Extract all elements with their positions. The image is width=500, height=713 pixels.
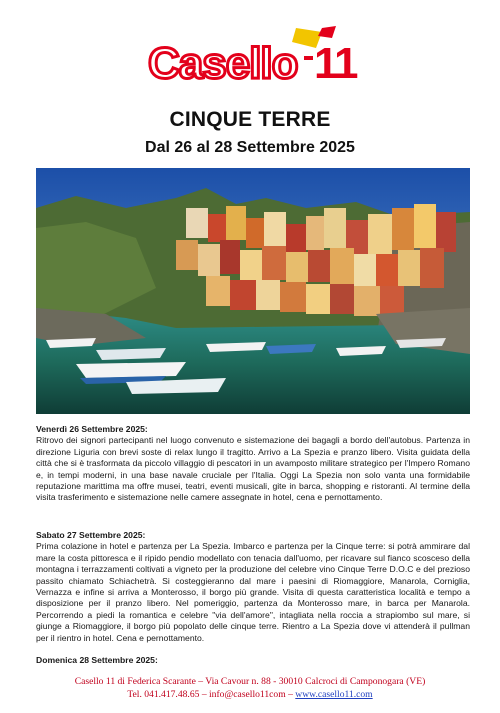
- itinerary-day-3: [36, 655, 470, 666]
- day-2-description: Prima colazione in hotel e partenza per La Spezia. Imbarco e partenza per la Cinque terre: si potrà ammirare dal mare la costa pittoresca e il ripido pendio modellato con tenacia dall'uomo, per ricavare sul fianco scosceso della montagna i terrazzamenti coltivati a vigneto per la produzione del celebre vino Cinque Terre D.O.C e del prezioso passito chiamato Schiachetrà. Si costeggieranno dal mare i paesini di Riomaggiore, Manarola, Corniglia, Vernazza e infine si arriva a Monterosso, il borgo più grande. Visita di questa caratteristica località e tempo a disposizione per il pranzo libero. Nel pomeriggio, partenza da Monterosso mare, in barca per Manarola. Percorrendo a piedi la romantica e celebre "via dell'amore", intagliata nella roccia a strapiombo sul mare, si giunge a Riomaggiore, il borgo più popolato delle cinque terre. Rientro a La Spezia dove vi attenderà il pullman per il rientro in hotel. Cena e pernottamento.: [36, 541, 470, 643]
- page-title: CINQUE TERRE: [169, 108, 331, 131]
- itinerary-day-1: [36, 424, 470, 504]
- itinerary-day-2: [36, 530, 470, 644]
- day-1-heading: Venerdì 26 Settembre 2025:: [36, 424, 148, 434]
- trip-dates: Dal 26 al 28 Settembre 2025: [145, 139, 355, 156]
- day-3-heading: Domenica 28 Settembre 2025:: [36, 655, 158, 665]
- website-link[interactable]: www.casello11.com: [295, 688, 373, 700]
- footer-address: Casello 11 di Federica Scarante – Via Cavour n. 88 - 30010 Calcroci di Camponogara (VE): [74, 676, 426, 687]
- footer: [0, 676, 500, 701]
- casello11-logo: [146, 26, 362, 84]
- svg-text:11: 11: [314, 39, 357, 84]
- cinque-terre-photo: [36, 168, 470, 414]
- footer-contacts: [0, 689, 500, 702]
- day-2-heading: Sabato 27 Settembre 2025:: [36, 530, 146, 540]
- footer-phone-email: Tel. 041.417.48.65 – info@casello11com –: [127, 688, 296, 700]
- day-1-description: Ritrovo dei signori partecipanti nel luogo convenuto e sistemazione dei bagagli a bordo dell'autobus. Partenza in direzione Liguria con brevi soste di relax lungo il tragitto. Arrivo a La Spezia e pranzo libero. Visita guidata della città che si è trasformata da piccolo villaggio di pescatori in un avamposto militare strategico per l'Impero Romano e, in tempi moderni, in una base navale cruciale per l'Italia. Oggi La Spezia non solo vanta una formidabile reputazione marittima ma offre musei, teatri, eventi musicali, gite in barca, shopping e ristoranti. Al termine della visita trasferimento e sistemazione nelle camere assegnate in hotel, cena e pernottamento.: [36, 435, 470, 503]
- svg-text:Casello: Casello: [148, 39, 298, 84]
